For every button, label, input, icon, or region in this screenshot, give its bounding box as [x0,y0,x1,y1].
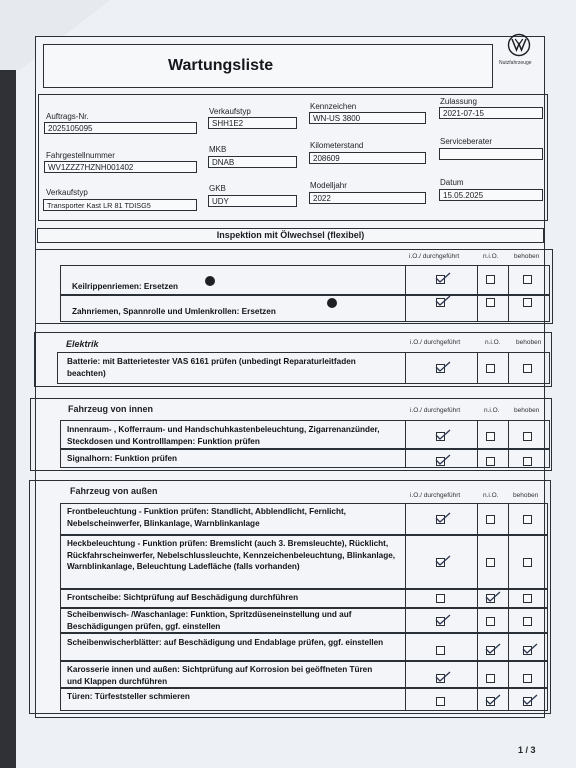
vw-logo-icon [507,33,531,57]
checkmark-icon [435,271,451,283]
column-divider [405,352,406,384]
checkmark-icon [435,453,451,465]
col-header-fixed: behoben [516,339,542,346]
field-label: Verkaufstyp [209,107,251,116]
checkbox-ok[interactable] [436,646,445,655]
column-divider [477,352,478,384]
item-text: Frontscheibe: Sichtprüfung auf Beschädigung durchführen [67,593,299,602]
sales-type-2-field[interactable]: Transporter Kast LR 81 TDISG5 [43,199,197,211]
item-text: Zahnriemen, Spannrolle und Umlenkrollen: Ersetzen [72,307,276,316]
document-title: Wartungsliste [168,57,274,74]
checkbox-fixed[interactable] [523,558,532,567]
column-divider [508,503,509,711]
column-divider [405,420,406,468]
background-edge [0,60,16,768]
checkmark-icon [485,642,501,654]
date-field[interactable]: 15.05.2025 [439,189,543,201]
field-label: Serviceberater [440,137,493,146]
column-divider [477,503,478,711]
checkmark-icon [435,511,451,523]
checkbox-nio[interactable] [486,558,495,567]
col-header-ok: i.O./ durchgeführt [410,339,461,346]
field-label: Kennzeichen [310,102,357,111]
marker-dot [327,298,337,308]
checkmark-icon [522,642,538,654]
checkmark-icon [485,693,501,705]
marker-dot [205,276,215,286]
field-label: Modelljahr [310,181,347,190]
checkbox-nio[interactable] [486,515,495,524]
field-label: GKB [209,184,226,193]
col-header-ok: i.O./ durchgeführt [410,407,461,414]
column-divider [508,352,509,384]
item-text: Signalhorn: Funktion prüfen [67,454,178,463]
checkbox-fixed[interactable] [523,364,532,373]
field-label: Auftrags-Nr. [46,112,89,121]
order-number-field[interactable]: 2025105095 [44,122,197,134]
field-label: Kilometerstand [310,141,364,150]
checkbox-nio[interactable] [486,674,495,683]
column-divider [405,503,406,711]
column-divider [508,420,509,468]
mkb-field[interactable]: DNAB [208,156,297,168]
item-text: Batterie: mit Batterietester VAS 6161 prüfen (unbedingt Reparaturleitfaden beachten) [67,357,356,378]
checkbox-fixed[interactable] [523,617,532,626]
checkmark-icon [522,693,538,705]
page-number: 1 / 3 [518,745,536,755]
checkmark-icon [485,590,501,602]
checkbox-fixed[interactable] [523,432,532,441]
service-advisor-field[interactable] [439,148,543,160]
col-header-fixed: behoben [514,407,540,414]
checkbox-fixed[interactable] [523,275,532,284]
item-text: Keilrippenriemen: Ersetzen [72,282,179,291]
field-label: Fahrgestellnummer [46,151,115,160]
checkbox-nio[interactable] [486,275,495,284]
checkbox-fixed[interactable] [523,674,532,683]
gkb-field[interactable]: UDY [208,195,297,207]
license-plate-field[interactable]: WN-US 3800 [309,112,426,124]
mileage-field[interactable]: 208609 [309,152,426,164]
field-label: Datum [440,178,464,187]
checkbox-fixed[interactable] [523,457,532,466]
checkbox-nio[interactable] [486,364,495,373]
section-title-electrics: Elektrik [66,339,99,349]
checkmark-icon [435,554,451,566]
model-year-field[interactable]: 2022 [309,192,426,204]
section-title-exterior: Fahrzeug von außen [70,486,158,496]
col-header-ok: i.O./ durchgeführt [409,253,460,260]
field-label: MKB [209,145,227,154]
col-header-fixed: behoben [513,492,539,499]
section-title-inspection: Inspektion mit Ölwechsel (flexibel) [37,228,544,243]
col-header-nio: n.i.O. [485,339,501,346]
checkbox-fixed[interactable] [523,594,532,603]
column-divider [477,265,478,322]
col-header-nio: n.i.O. [483,492,499,499]
item-text: Karosserie innen und außen: Sichtprüfung auf Korrosion bei geöffneten Türen und Klappen durchführen [67,665,373,686]
column-divider [477,420,478,468]
col-header-fixed: behoben [514,253,540,260]
checkmark-icon [435,360,451,372]
brand-subtitle: Nutzfahrzeuge [499,60,532,66]
checkbox-fixed[interactable] [523,298,532,307]
registration-field[interactable]: 2021-07-15 [439,107,543,119]
vin-field[interactable]: WV1ZZZ7HZNH001402 [44,161,197,173]
checkbox-ok[interactable] [436,697,445,706]
checkbox-ok[interactable] [436,594,445,603]
checkbox-nio[interactable] [486,457,495,466]
field-label: Verkaufstyp [46,188,88,197]
item-text: Scheibenwischerblätter: auf Beschädigung und Endablage prüfen, ggf. einstellen [67,638,384,647]
column-divider [405,265,406,322]
col-header-nio: n.i.O. [483,253,499,260]
checkmark-icon [435,294,451,306]
checkbox-fixed[interactable] [523,515,532,524]
column-divider [508,265,509,322]
checkbox-nio[interactable] [486,617,495,626]
checkmark-icon [435,670,451,682]
item-text: Frontbeleuchtung - Funktion prüfen: Standlicht, Abblendlicht, Fernlicht, Nebelscheinwerfer, Blinkanlage, Warnblinkanlage [67,507,346,528]
col-header-ok: i.O./ durchgeführt [410,492,461,499]
section-title-interior: Fahrzeug von innen [68,404,154,414]
item-text: Türen: Türfeststeller schmieren [67,692,190,701]
checkmark-icon [435,428,451,440]
checkmark-icon [435,613,451,625]
checkbox-nio[interactable] [486,298,495,307]
item-text: Innenraum- , Kofferraum- und Handschuhkastenbeleuchtung, Zigarrenanzünder, Steckdosen und Kontrolllampen: Funktion prüfen [67,425,380,446]
col-header-nio: n.i.O. [484,407,500,414]
item-text: Heckbeleuchtung - Funktion prüfen: Bremslicht (auch 3. Bremsleuchte), Rücklicht, Rückfahrscheinwerfer, Nebelschlussleuchte, Kennzeichenbeleuchtung, Blinkanlage, Warnblinkanlage, Beleuchtung Ladefläche (falls vorhanden) [67,539,396,571]
checkbox-nio[interactable] [486,432,495,441]
sales-type-field[interactable]: SHH1E2 [208,117,297,129]
item-text: Scheibenwisch- /Waschanlage: Funktion, Spritzdüseneinstellung und auf Beschädigungen prüfen, ggf. einstellen [67,610,352,631]
field-label: Zulassung [440,97,477,106]
